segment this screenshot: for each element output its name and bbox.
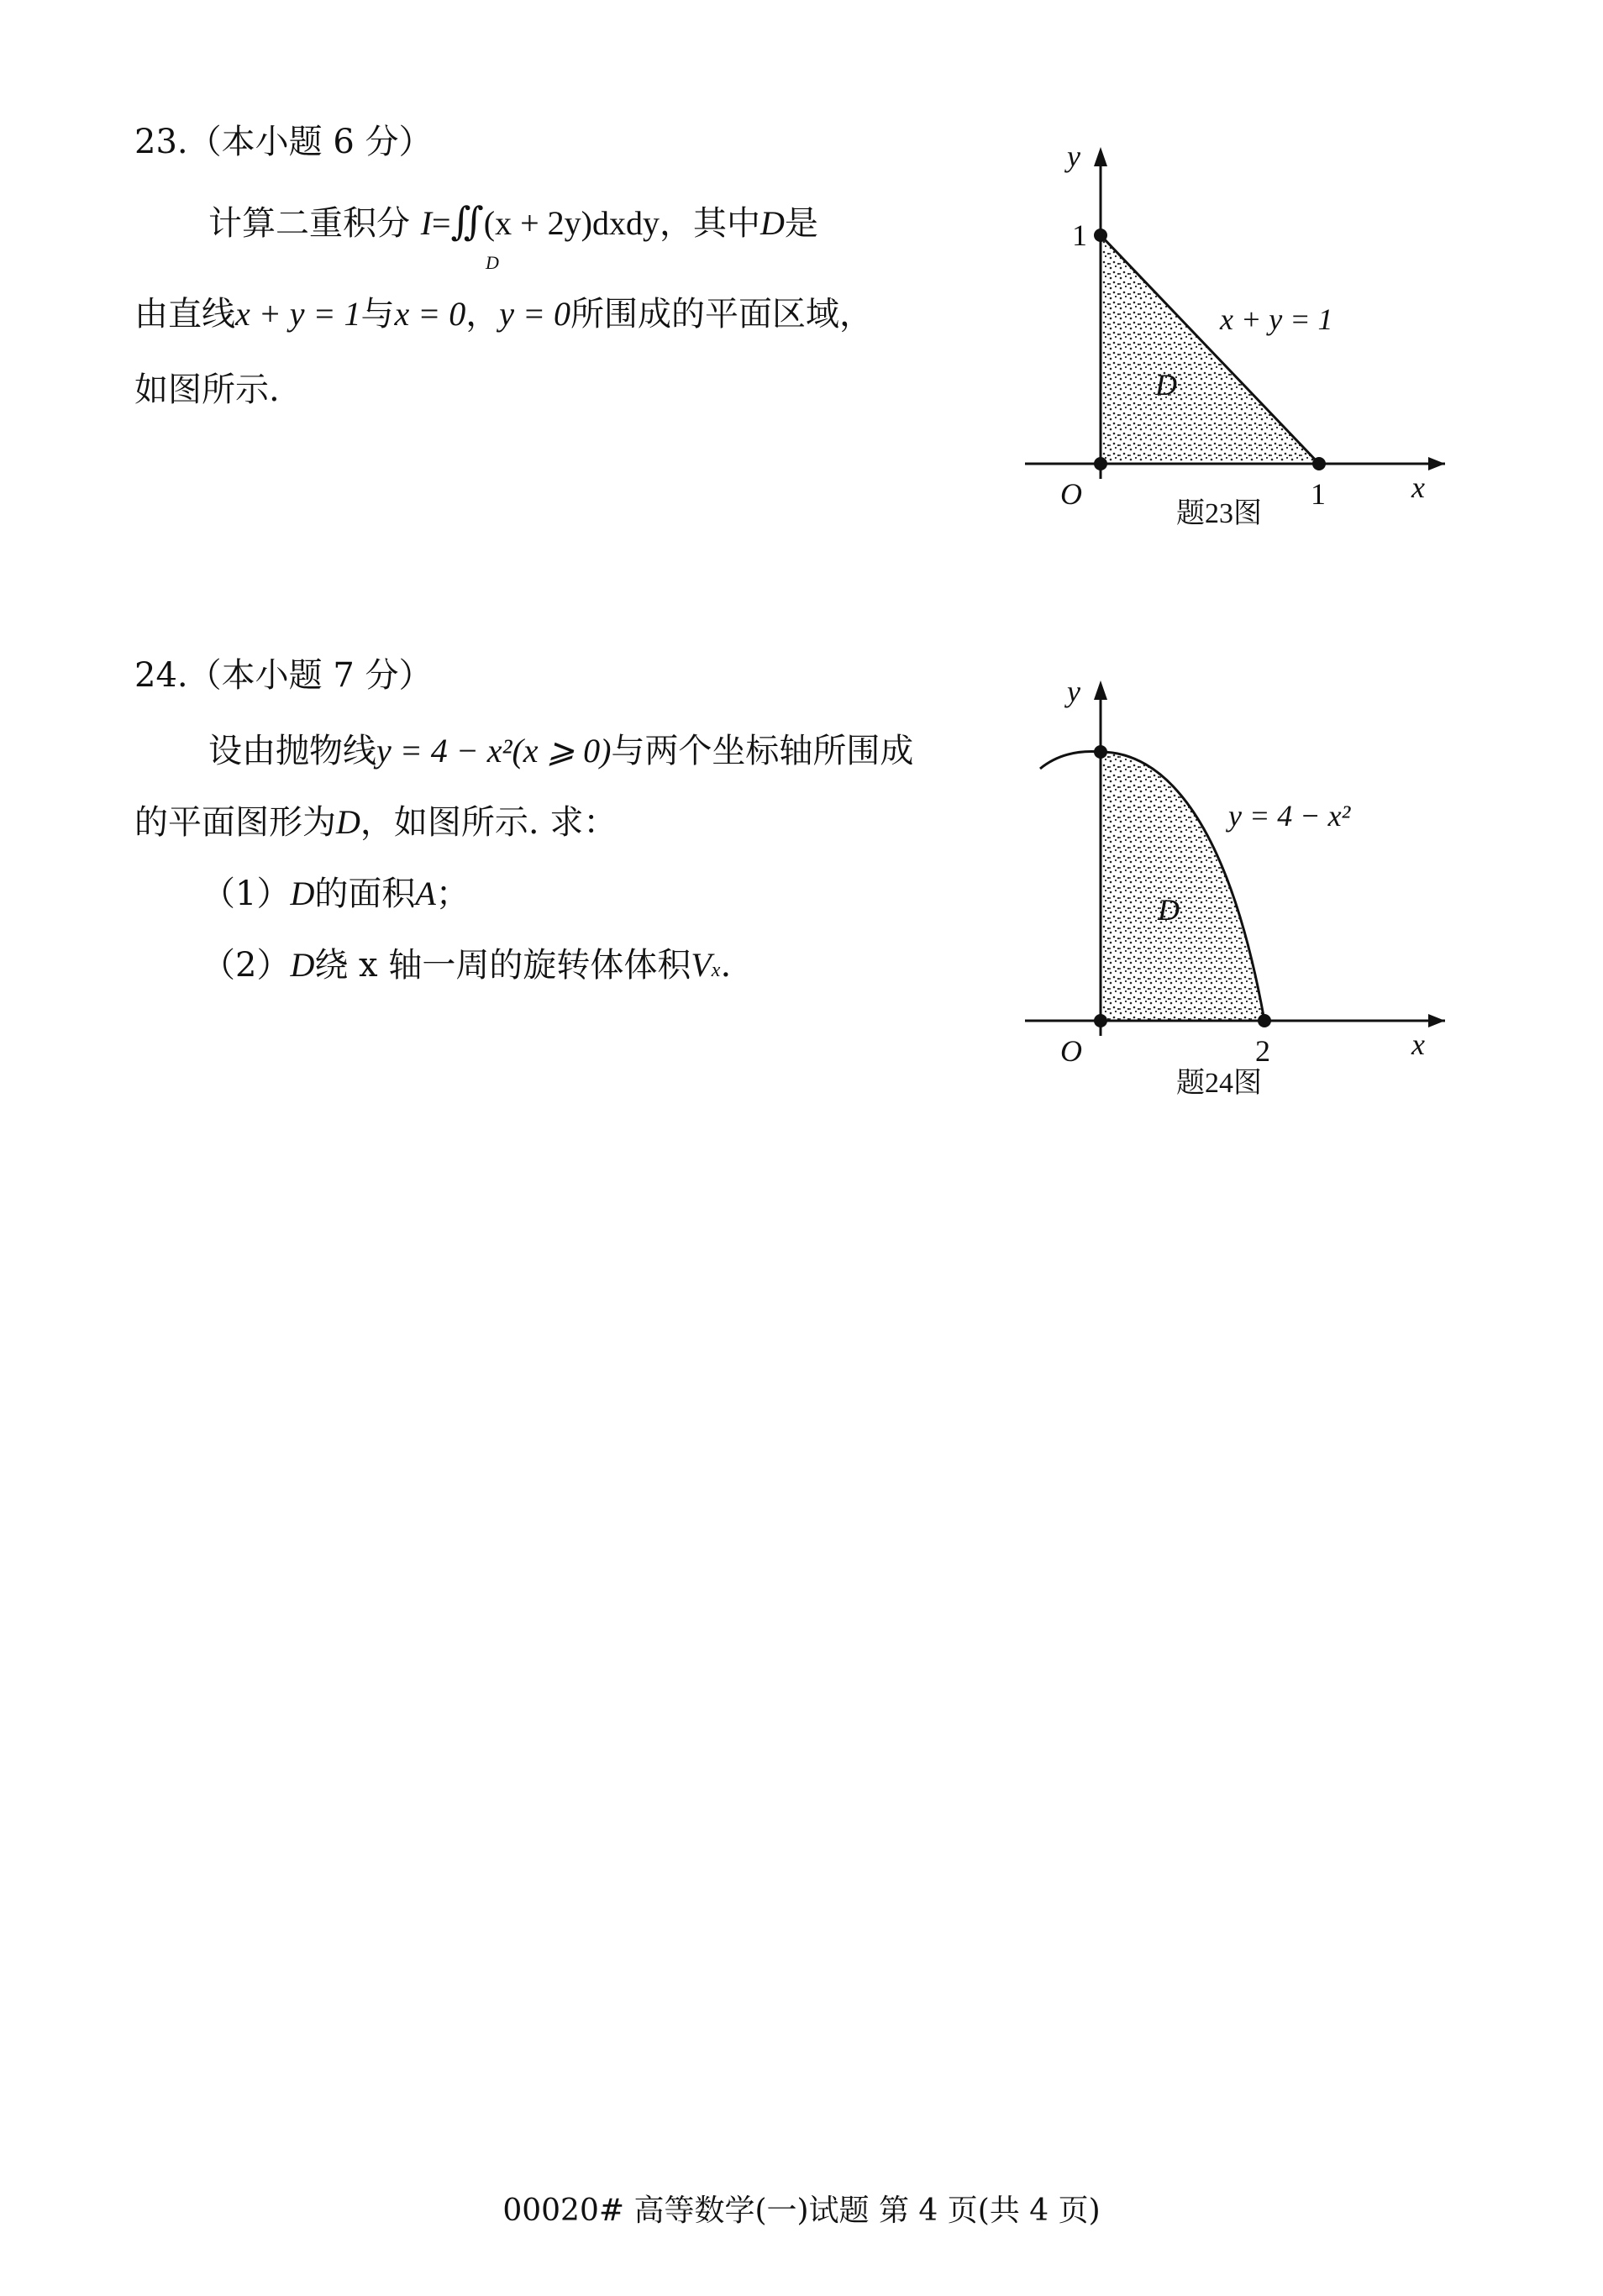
q23-line2-pre: 由直线	[134, 295, 235, 334]
q23-x-tick-label: 1	[1311, 477, 1326, 511]
q24-region-label: D	[1158, 893, 1180, 927]
q24-item2-V: V	[691, 946, 712, 984]
q24-line2-pre: 的平面图形为	[134, 803, 336, 842]
q24-number: 24.	[134, 656, 188, 695]
q24-line2	[134, 802, 617, 843]
q24-line2-post: ，如图所示. 求：	[360, 803, 618, 842]
q24-x-tick-label: 2	[1255, 1034, 1270, 1068]
q23-x-label: x	[1411, 470, 1425, 504]
q24-line1-eq: y = 4 − x²(x ⩾ 0)	[376, 732, 612, 770]
q23-line2	[134, 294, 873, 334]
q24-y-label: y	[1067, 675, 1080, 708]
q24-item1-D: D	[290, 875, 315, 912]
q23-line1-pre: 计算二重积分	[208, 204, 410, 243]
q23-y-label: y	[1067, 139, 1080, 173]
q23-integral-symbol: ∬	[450, 200, 484, 243]
q23-header	[134, 122, 433, 162]
q23-line1-D: D	[759, 204, 785, 242]
q23-point-y1	[1094, 229, 1107, 242]
q24-item2-text: 绕 x 轴一周的旋转体体积	[314, 946, 691, 985]
q24-item1-A: A	[415, 875, 436, 912]
q23-line1-post: 是	[784, 204, 818, 243]
q23-integrand: (x + 2y)dxdy	[483, 204, 660, 242]
q24-header	[134, 655, 433, 696]
q24-figure	[1008, 668, 1462, 1113]
q23-caption: 题23图	[1176, 498, 1262, 529]
q24-item2	[202, 945, 731, 990]
q24-point-origin	[1094, 1014, 1107, 1027]
q24-origin-label: O	[1060, 1034, 1082, 1068]
q24-curve-label: y = 4 − x²	[1228, 799, 1351, 833]
q23-point-origin	[1094, 457, 1107, 470]
q23-line2-mid1: 与	[360, 295, 395, 334]
q23-line2-comma: ，	[465, 295, 500, 334]
q23-region	[1101, 235, 1319, 464]
q24-item2-end: .	[720, 946, 732, 985]
q23-line2-eq1: x + y = 1	[235, 295, 361, 333]
q23-origin-label: O	[1060, 477, 1082, 511]
q23-line1	[208, 202, 818, 244]
q24-points: （本小题 7 分）	[187, 656, 433, 695]
q24-line2-D: D	[336, 803, 360, 841]
q24-point-x2	[1258, 1014, 1271, 1027]
q23-line1-mid: ，其中	[659, 204, 760, 243]
q24-region	[1101, 752, 1264, 1021]
q23-number: 23.	[134, 123, 188, 161]
q23-line2-eq3: y = 0	[499, 295, 570, 333]
q24-line1-pre: 设由抛物线	[208, 732, 376, 770]
q23-figure	[1008, 134, 1462, 546]
q23-point-x1	[1312, 457, 1326, 470]
q23-integral-eq: =	[432, 204, 451, 242]
q24-point-y4	[1094, 745, 1107, 759]
q23-line3: 如图所示.	[134, 370, 280, 409]
q24-item2-D: D	[290, 946, 315, 984]
q23-curve-label: x + y = 1	[1220, 302, 1333, 336]
q24-item2-sub: x	[711, 959, 721, 981]
q24-item2-num: （2）	[202, 946, 291, 985]
q24-x-label: x	[1411, 1027, 1425, 1061]
q24-line1	[208, 731, 913, 771]
q24-x-axis-arrow-icon	[1428, 1014, 1445, 1027]
page-footer: 00020# 高等数学(一)试题 第 4 页(共 4 页)	[502, 2194, 1101, 2228]
q23-y-axis-arrow-icon	[1094, 147, 1107, 166]
q24-item1-end: ；	[435, 875, 470, 913]
q24-line1-post: 与两个坐标轴所围成	[611, 732, 914, 770]
q23-region-label: D	[1155, 368, 1177, 402]
q23-line2-eq2: x = 0	[394, 295, 466, 333]
q23-integral-lhs: I	[420, 204, 433, 242]
q23-y-tick-label: 1	[1072, 218, 1087, 252]
q24-item1-num: （1）	[202, 875, 291, 913]
q24-item1	[202, 874, 470, 914]
q23-line2-post: 所围成的平面区域，	[570, 295, 873, 334]
q23-x-axis-arrow-icon	[1428, 457, 1445, 470]
q24-y-axis-arrow-icon	[1094, 680, 1107, 700]
q23-points: （本小题 6 分）	[187, 123, 433, 161]
q24-item1-text: 的面积	[314, 875, 416, 913]
q24-caption: 题24图	[1176, 1068, 1262, 1099]
q23-integral-domain: D	[486, 252, 499, 273]
